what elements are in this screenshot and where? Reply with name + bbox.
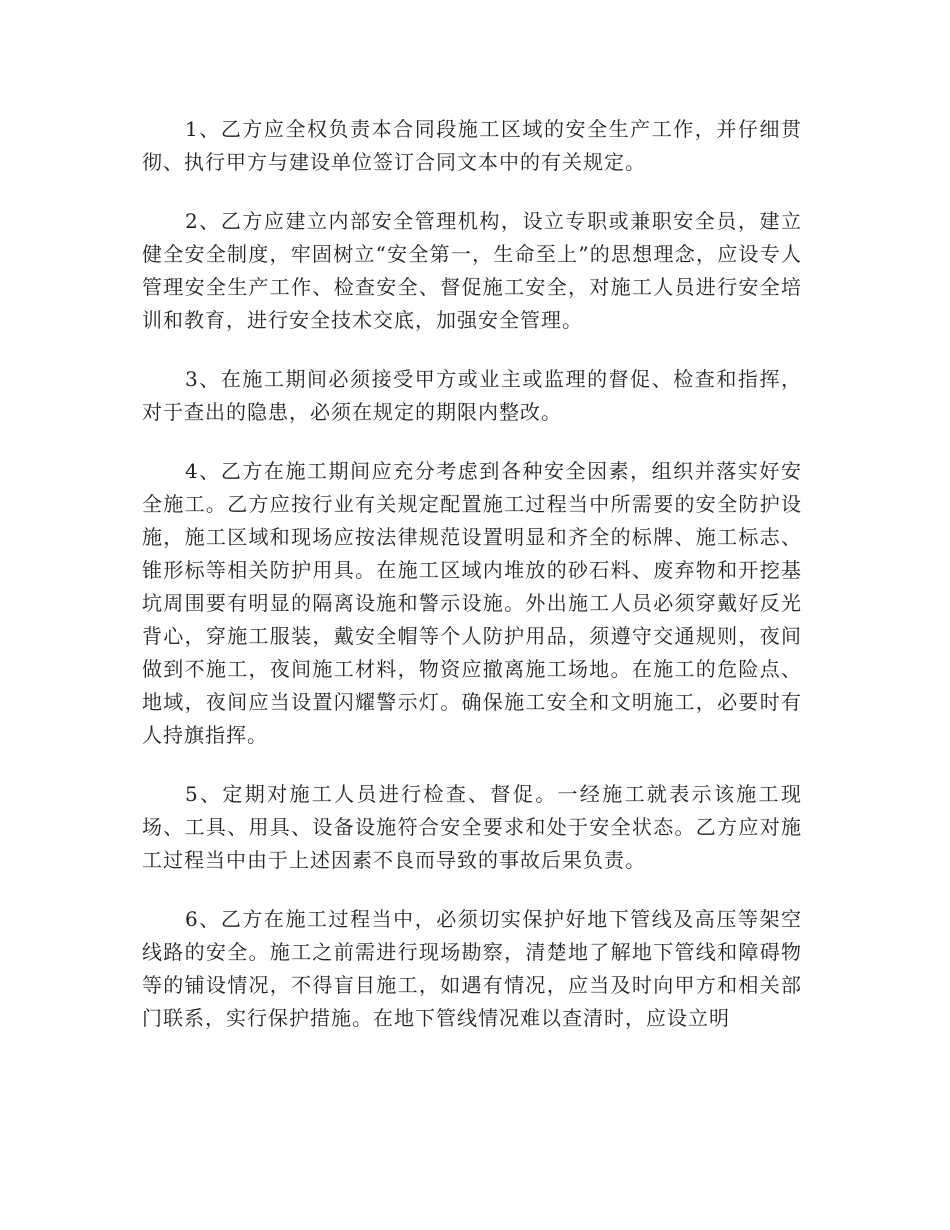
paragraph-4: 4、乙方在施工期间应充分考虑到各种安全因素，组织并落实好安全施工。乙方应按行业有关规定配置施工过程当中所需要的安全防护设施，施工区域和现场应按法律规范设置明显和齐全的标牌、施工标志、锥形标等相关防护用具。在施工区域内堆放的砂石料、废弃物和开挖基坑周围要有明显的隔离设施和警示设施。外出施工人员必须穿戴好反光背心，穿施工服装，戴安全帽等个人防护用品，须遵守交通规则，夜间做到不施工，夜间施工材料，物资应撤离施工场地。在施工的危险点、地域，夜间应当设置闪耀警示灯。确保施工安全和文明施工，必要时有人持旗指挥。 (142, 459, 802, 747)
document-page (142, 113, 802, 1061)
paragraph-3: 3、在施工期间必须接受甲方或业主或监理的督促、检查和指挥，对于查出的隐患，必须在规定的期限内整改。 (142, 367, 802, 424)
paragraph-2: 2、乙方应建立内部安全管理机构，设立专职或兼职安全员，建立健全安全制度，牢固树立“安全第一，生命至上”的思想理念，应设专人管理安全生产工作、检查安全、督促施工安全，对施工人员进行安全培训和教育，进行安全技术交底，加强安全管理。 (142, 209, 802, 332)
paragraph-1: 1、乙方应全权负责本合同段施工区域的安全生产工作，并仔细贯彻、执行甲方与建设单位签订合同文本中的有关规定。 (142, 117, 802, 174)
paragraph-5: 5、定期对施工人员进行检查、督促。一经施工就表示该施工现场、工具、用具、设备设施符合安全要求和处于安全状态。乙方应对施工过程当中由于上述因素不良而导致的事故后果负责。 (142, 782, 802, 872)
paragraph-6: 6、乙方在施工过程当中，必须切实保护好地下管线及高压等架空线路的安全。施工之前需进行现场勘察，清楚地了解地下管线和障碍物等的铺设情况，不得盲目施工，如遇有情况，应当及时向甲方和相关部门联系，实行保护措施。在地下管线情况难以查清时，应设立明 (142, 907, 802, 1030)
